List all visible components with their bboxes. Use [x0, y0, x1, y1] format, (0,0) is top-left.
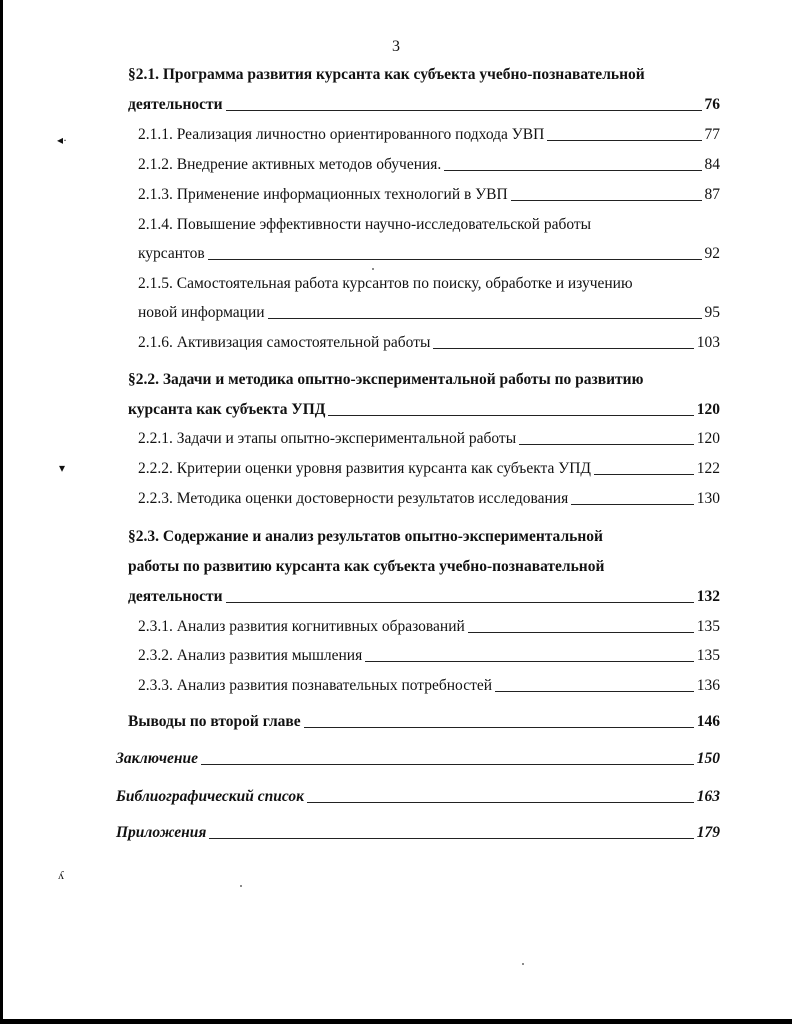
page-ref: 120	[696, 401, 720, 418]
page-ref: 77	[704, 126, 720, 143]
page-ref: 122	[696, 460, 720, 477]
page-ref: 163	[696, 788, 720, 805]
entry-title: 2.1.3. Применение информационных технологий в УВП	[138, 186, 508, 203]
leader-line	[519, 444, 694, 445]
toc-entry-conclusions	[128, 712, 720, 732]
scan-mark-icon: ʎ	[58, 868, 64, 882]
scan-border-bottom	[0, 1019, 792, 1024]
leader-line	[307, 802, 694, 803]
toc-entry	[138, 459, 720, 479]
entry-title: 2.2.1. Задачи и этапы опытно-экспериментальной работы	[138, 430, 517, 447]
leader-line	[304, 727, 694, 728]
leader-line	[226, 602, 694, 603]
leader-line	[208, 259, 702, 260]
toc-entry-conclusion	[116, 749, 720, 769]
leader-line	[226, 110, 702, 111]
scan-dot	[522, 963, 524, 965]
page-ref: 95	[704, 304, 720, 321]
scan-mark-icon: ▾	[59, 461, 66, 475]
toc-entry	[138, 155, 720, 175]
page-ref: 146	[696, 713, 720, 730]
page-number: 3	[392, 38, 400, 55]
leader-line	[444, 170, 701, 171]
toc-entry-bibliography	[116, 787, 720, 807]
page-ref: 136	[696, 677, 720, 694]
page-ref: 132	[696, 588, 720, 605]
leader-line	[209, 838, 693, 839]
leader-line	[433, 348, 693, 349]
toc-entry	[138, 646, 720, 666]
leader-line	[328, 415, 693, 416]
toc-entry	[138, 244, 720, 264]
section-title-end: деятельности	[128, 96, 223, 113]
toc-entry	[138, 185, 720, 205]
section-title: §2.1. Программа развития курсанта как субъекта учебно-познавательной	[128, 66, 645, 83]
toc-entry-section-2-3	[128, 587, 720, 607]
leader-line	[495, 691, 694, 692]
page-ref: 84	[704, 156, 720, 173]
toc-entry	[138, 489, 720, 509]
entry-title-end: новой информации	[138, 304, 265, 321]
toc-entry	[138, 333, 720, 353]
entry-title: 2.1.1. Реализация личностно ориентированного подхода УВП	[138, 126, 545, 143]
page-ref: 76	[704, 96, 720, 113]
entry-title: 2.1.5. Самостоятельная работа курсантов по поиску, обработке и изучению	[138, 275, 633, 292]
leader-line	[201, 764, 694, 765]
scan-dot	[372, 268, 374, 270]
toc-entry-section-2-1	[128, 95, 720, 115]
entry-title: 2.3.3. Анализ развития познавательных потребностей	[138, 677, 493, 694]
section-title: §2.3. Содержание и анализ результатов опытно-экспериментальной	[128, 528, 603, 545]
toc-entry	[138, 676, 720, 696]
leader-line	[268, 318, 702, 319]
toc-entry	[138, 617, 720, 637]
toc-entry	[138, 125, 720, 145]
page-ref: 120	[696, 430, 720, 447]
page-ref: 87	[704, 186, 720, 203]
leader-line	[547, 140, 701, 141]
entry-title: 2.1.6. Активизация самостоятельной работы	[138, 334, 431, 351]
leader-line	[468, 632, 694, 633]
entry-title: 2.3.1. Анализ развития когнитивных образований	[138, 618, 465, 635]
toc-entry-section-2-2	[128, 400, 720, 420]
scan-border-left	[0, 0, 3, 1024]
page-ref: 179	[696, 824, 720, 841]
page-ref: 135	[696, 647, 720, 664]
page-ref: 150	[696, 750, 720, 767]
page-ref: 135	[696, 618, 720, 635]
section-title: работы по развитию курсанта как субъекта учебно-познавательной	[128, 558, 605, 575]
scan-mark-icon: ◂·	[57, 133, 68, 147]
entry-title-end: курсантов	[138, 245, 205, 262]
leader-line	[571, 504, 694, 505]
leader-line	[365, 661, 694, 662]
entry-title: 2.1.2. Внедрение активных методов обучения.	[138, 156, 442, 173]
page-ref: 130	[696, 490, 720, 507]
entry-title: 2.2.3. Методика оценки достоверности результатов исследования	[138, 490, 569, 507]
section-title: §2.2. Задачи и методика опытно-экспериментальной работы по развитию	[128, 371, 644, 388]
toc-entry	[138, 303, 720, 323]
toc-entry	[138, 429, 720, 449]
entry-title: Выводы по второй главе	[128, 713, 301, 730]
entry-title: 2.1.4. Повышение эффективности научно-исследовательской работы	[138, 216, 592, 233]
page-ref: 92	[704, 245, 720, 262]
section-title-end: деятельности	[128, 588, 223, 605]
entry-title: Приложения	[116, 824, 207, 841]
entry-title: 2.3.2. Анализ развития мышления	[138, 647, 363, 664]
leader-line	[511, 200, 702, 201]
section-title-end: курсанта как субъекта УПД	[128, 401, 326, 418]
leader-line	[594, 474, 694, 475]
scan-dot	[240, 885, 242, 887]
entry-title: Заключение	[116, 750, 198, 767]
toc-entry-appendices	[116, 823, 720, 843]
page-ref: 103	[696, 334, 720, 351]
entry-title: Библиографический список	[116, 788, 304, 805]
entry-title: 2.2.2. Критерии оценки уровня развития курсанта как субъекта УПД	[138, 460, 591, 477]
